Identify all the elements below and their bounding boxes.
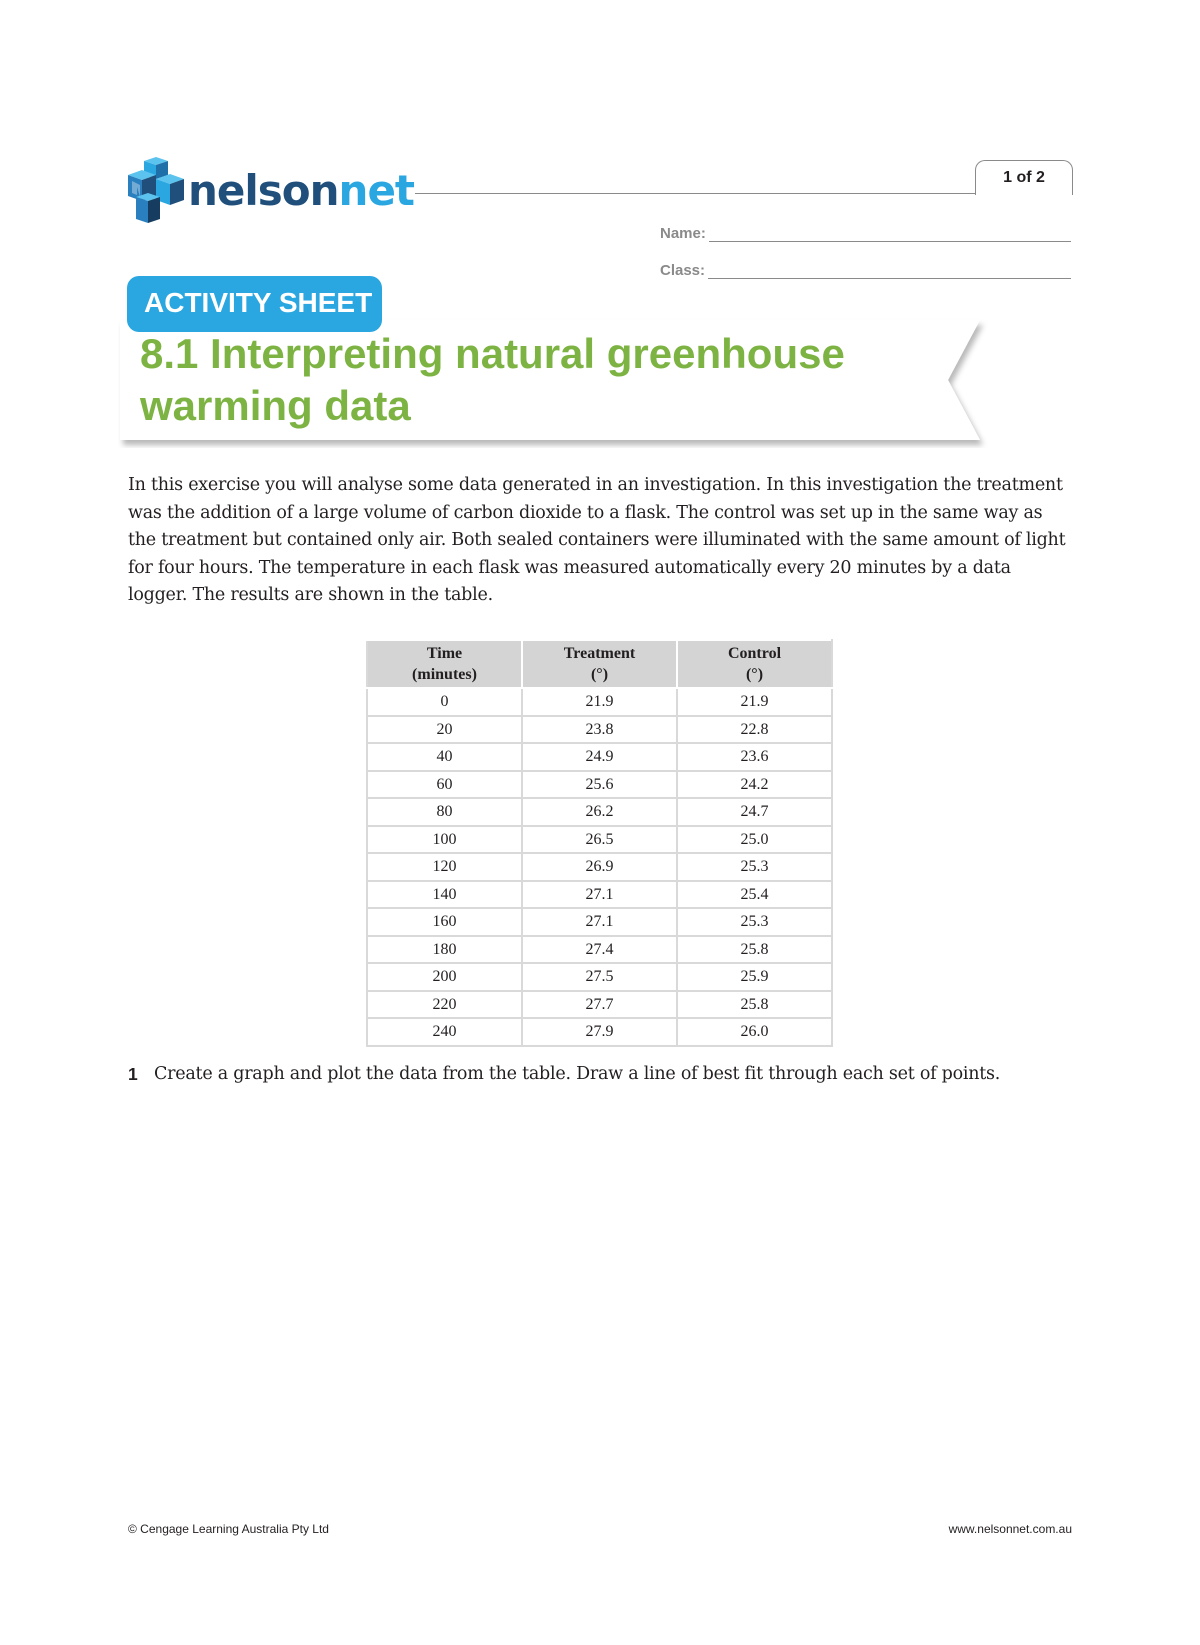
cell-control: 25.8 (677, 936, 832, 964)
cell-time: 40 (367, 743, 522, 771)
table-row (367, 743, 832, 771)
name-line[interactable] (709, 227, 1071, 242)
cell-treatment: 27.5 (522, 963, 677, 991)
logo-word-nelson: nelson (188, 166, 339, 215)
cell-control: 25.9 (677, 963, 832, 991)
table-row (367, 1018, 832, 1046)
cell-control: 25.0 (677, 826, 832, 854)
header-control-unit: (°) (745, 666, 764, 683)
header-treatment (522, 640, 677, 688)
cell-treatment: 23.8 (522, 716, 677, 744)
table-body (367, 688, 832, 1046)
cell-time: 0 (367, 688, 522, 716)
cell-control: 25.8 (677, 991, 832, 1019)
name-label: Name: (660, 225, 706, 242)
cell-treatment: 27.4 (522, 936, 677, 964)
logo-word-net: net (338, 166, 415, 215)
header-treatment-unit: (°) (590, 666, 609, 683)
cell-treatment: 27.1 (522, 908, 677, 936)
footer-copyright: © Cengage Learning Australia Pty Ltd (128, 1522, 329, 1536)
table-row (367, 853, 832, 881)
header-control (677, 640, 832, 688)
table-row (367, 991, 832, 1019)
cell-control: 24.2 (677, 771, 832, 799)
cell-control: 22.8 (677, 716, 832, 744)
cell-treatment: 27.1 (522, 881, 677, 909)
header-time (367, 640, 522, 688)
table-row (367, 771, 832, 799)
page-indicator: 1 of 2 (975, 160, 1073, 195)
cell-control: 25.3 (677, 853, 832, 881)
cell-control: 23.6 (677, 743, 832, 771)
table-row (367, 881, 832, 909)
header-control-label: Control (727, 645, 782, 662)
cell-time: 140 (367, 881, 522, 909)
cell-treatment: 21.9 (522, 688, 677, 716)
logo-wordmark (188, 166, 415, 215)
cell-control: 25.4 (677, 881, 832, 909)
cell-control: 24.7 (677, 798, 832, 826)
footer-website[interactable]: www.nelsonnet.com.au (948, 1522, 1072, 1536)
cell-treatment: 26.9 (522, 853, 677, 881)
class-line[interactable] (708, 264, 1071, 279)
question-number: 1 (128, 1064, 138, 1084)
activity-sheet-badge: ACTIVITY SHEET (127, 276, 382, 332)
cell-treatment: 26.5 (522, 826, 677, 854)
nelsonnet-logo (126, 157, 414, 225)
page-title: 8.1 Interpreting natural greenhouse warming data (140, 330, 845, 429)
table-row (367, 908, 832, 936)
class-label: Class: (660, 262, 706, 279)
table-header-row (367, 640, 832, 688)
cubes-logo-icon (126, 157, 186, 225)
cell-control: 21.9 (677, 688, 832, 716)
cell-treatment: 27.7 (522, 991, 677, 1019)
header-time-label: Time (426, 645, 463, 662)
table-row (367, 798, 832, 826)
header-treatment-label: Treatment (563, 645, 636, 662)
class-field[interactable] (660, 262, 1071, 279)
cell-time: 220 (367, 991, 522, 1019)
cell-time: 100 (367, 826, 522, 854)
cell-time: 80 (367, 798, 522, 826)
cell-time: 60 (367, 771, 522, 799)
cell-treatment: 26.2 (522, 798, 677, 826)
cell-control: 25.3 (677, 908, 832, 936)
intro-paragraph: In this exercise you will analyse some data generated in an investigation. In this investigation the treatment was the addition of a large volume of carbon dioxide to a flask. The control was set up in the same way as the treatment but contained only air. Both sealed containers were illuminated with the same amount of light for four hours. The temperature in each flask was measured automatically every 20 minutes by a data logger. The results are shown in the table. (128, 475, 1066, 605)
table-row (367, 963, 832, 991)
cell-time: 20 (367, 716, 522, 744)
cell-time: 240 (367, 1018, 522, 1046)
table-row (367, 688, 832, 716)
table-row (367, 716, 832, 744)
cell-time: 180 (367, 936, 522, 964)
cell-treatment: 25.6 (522, 771, 677, 799)
cell-time: 120 (367, 853, 522, 881)
cell-time: 160 (367, 908, 522, 936)
header-time-unit: (minutes) (412, 666, 477, 683)
question-text: Create a graph and plot the data from the table. Draw a line of best fit through each set of points. (154, 1064, 1001, 1084)
name-field[interactable] (660, 225, 1071, 242)
header-rule (415, 193, 975, 194)
table-row (367, 936, 832, 964)
question-1 (128, 1064, 1088, 1085)
cell-treatment: 27.9 (522, 1018, 677, 1046)
cell-treatment: 24.9 (522, 743, 677, 771)
cell-control: 26.0 (677, 1018, 832, 1046)
cell-time: 200 (367, 963, 522, 991)
results-table (366, 639, 833, 1047)
table-row (367, 826, 832, 854)
